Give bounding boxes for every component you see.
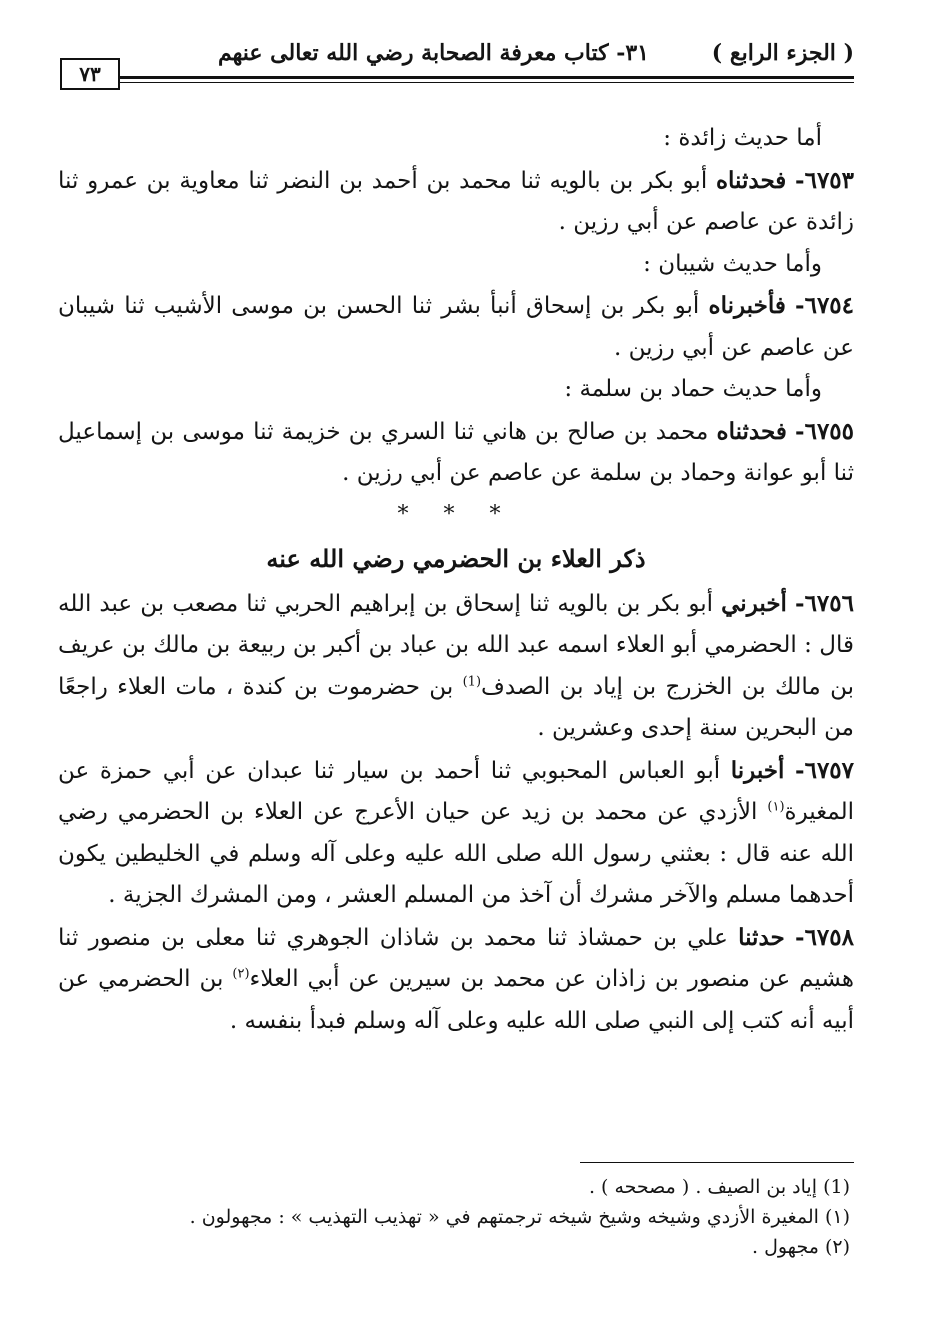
header-rule-thin (120, 82, 854, 83)
hadith-text: الأزدي عن محمد بن زيد عن حيان الأعرج عن العلاء بن الحضرمي رضي الله عنه قال : بعثني رسول الله صلى الله عليه وعلى آله وسلم في الخليطين يكون أحدهما مسلم والآخر مشرك أن آخذ من المسلم العشر ، ومن المشرك الجزية . (58, 799, 854, 908)
footnote-text: إياد بن الصيف . ( مصححه ) . (588, 1176, 818, 1198)
footnote (58, 1202, 854, 1232)
footnote-mark: (٢) (824, 1236, 850, 1258)
hadith-verb: فأخبرناه (708, 292, 786, 319)
header-rule-thick (120, 76, 854, 79)
hadith-number: ٦٧٥٣- (795, 166, 855, 194)
hadith-verb: فحدثناه (715, 166, 787, 194)
footnote-text: المغيرة الأزدي وشيخه وشيخ شيخه ترجمتهم في « تهذيب التهذيب » : مجهولون . (189, 1206, 819, 1228)
hadith-text: أبو العباس المحبوبي ثنا أحمد بن سيار ثنا عبدان عن أبي حمزة عن المغيرة (58, 757, 855, 825)
page-number-box (60, 58, 120, 90)
section-separator: * * * (397, 501, 515, 527)
footnote-ref: (1) (462, 673, 482, 689)
hadith-number: ٦٧٥٨- (795, 923, 854, 951)
hadith-number: ٦٧٥٤- (795, 292, 855, 319)
hadith-verb: أخبرني (721, 589, 787, 617)
hadith-6757 (58, 750, 854, 917)
footnotes (58, 1172, 854, 1262)
footnote-ref: (٢) (232, 966, 250, 982)
intro-hammad: وأما حديث حماد بن سلمة : (564, 376, 822, 402)
main-text (58, 118, 854, 1042)
hadith-number: ٦٧٥٦- (795, 589, 854, 617)
hadith-text: أبو بكر بن بالويه ثنا إسحاق بن إبراهيم الحربي ثنا مصعب بن عبد الله قال : الحضرمي أبو العلاء اسمه عبد الله بن عباد بن أكبر بن ربيعة بن مالك بن عريف بن مالك بن الخزرج بن إياد بن الصدف (58, 590, 855, 700)
section-title: ذكر العلاء بن الحضرمي رضي الله عنه (266, 543, 646, 573)
hadith-verb: فحدثناه (716, 417, 787, 445)
hadith-6758 (58, 917, 854, 1043)
hadith-verb: حدثنا (738, 923, 785, 951)
footnote-text: مجهول . (751, 1236, 819, 1258)
hadith-text: أبو بكر بن إسحاق أنبأ بشر ثنا الحسن بن موسى الأشيب ثنا شيبان عن عاصم عن أبي رزين . (58, 293, 854, 361)
intro-zaida: أما حديث زائدة : (663, 125, 822, 151)
hadith-6755 (58, 411, 854, 495)
header-book-title: ٣١- كتاب معرفة الصحابة رضي الله تعالى عنهم (217, 40, 649, 66)
intro-shayban: وأما حديث شيبان : (643, 250, 822, 277)
footnote-ref: (١) (767, 799, 785, 815)
hadith-text: بن الحضرمي عن أبيه أنه كتب إلى النبي صلى الله عليه وعلى آله وسلم فبدأ بنفسه . (58, 966, 854, 1034)
header-part-label: ( الجزء الرابع ) (711, 40, 854, 66)
hadith-text: علي بن حمشاذ ثنا محمد بن شاذان الجوهري ثنا معلى بن منصور ثنا هشيم عن منصور بن زاذان عن محمد بن سيرين عن أبي العلاء (58, 924, 855, 992)
footnote-divider (580, 1162, 854, 1163)
footnote (58, 1172, 854, 1202)
hadith-number: ٦٧٥٧- (795, 756, 855, 784)
hadith-6753 (58, 160, 854, 244)
footnote-mark: (١) (824, 1206, 850, 1228)
page-number: ٧٣ (79, 62, 101, 86)
hadith-text: بن حضرموت بن كندة ، مات العلاء راجعًا من البحرين سنة إحدى وعشرين . (58, 673, 854, 741)
page-header (60, 34, 854, 88)
hadith-number: ٦٧٥٥- (795, 417, 855, 445)
hadith-text: أبو بكر بن بالويه ثنا محمد بن أحمد بن النضر ثنا معاوية بن عمرو ثنا زائدة عن عاصم عن أبي رزين . (58, 167, 854, 235)
footnote-mark: (1) (823, 1176, 850, 1198)
hadith-6754 (58, 285, 854, 369)
hadith-6756 (58, 583, 854, 750)
hadith-text: محمد بن صالح بن هاني ثنا السري بن خزيمة ثنا موسى بن إسماعيل ثنا أبو عوانة وحماد بن سلمة عن عاصم عن أبي رزين . (58, 418, 854, 486)
footnote (58, 1232, 854, 1262)
hadith-verb: أخبرنا (730, 756, 785, 784)
